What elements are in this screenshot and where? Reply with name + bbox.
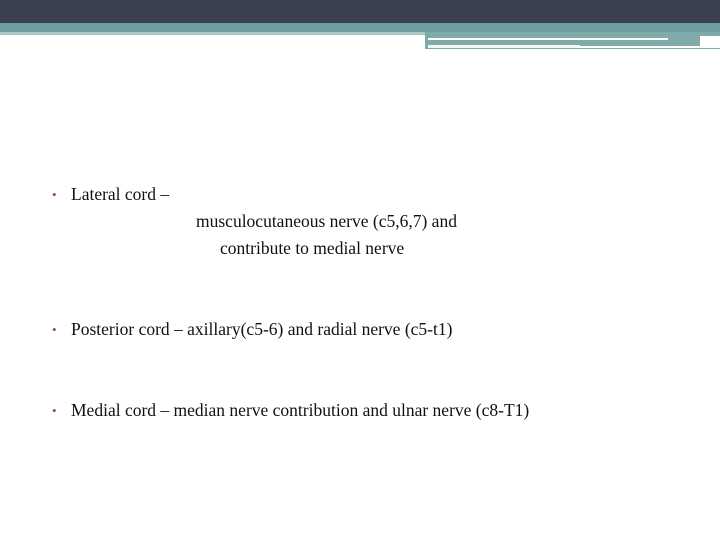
bullet-text: Medial cord – median nerve contribution and ulnar nerve (c8-T1) xyxy=(71,400,530,420)
bullet-item-lateral-cord xyxy=(52,181,457,262)
bullet-dot-icon: • xyxy=(52,187,57,202)
bullet-text: Posterior cord – axillary(c5-6) and radial nerve (c5-t1) xyxy=(71,319,453,339)
bullet-item-posterior-cord xyxy=(52,316,452,343)
header-band-light xyxy=(0,32,425,35)
bullet-text: Lateral cord – xyxy=(71,184,170,204)
header-band-dark xyxy=(0,0,720,23)
header-tab-stripe xyxy=(428,45,580,48)
header-tab-stripe xyxy=(700,36,720,46)
bullet-continuation: contribute to medial nerve xyxy=(220,238,405,258)
header-band-teal xyxy=(0,23,720,32)
bullet-continuation: musculocutaneous nerve (c5,6,7) and xyxy=(196,211,457,231)
header-tab-stripe xyxy=(428,38,668,40)
bullet-item-medial-cord xyxy=(52,397,529,424)
bullet-dot-icon: • xyxy=(52,403,57,418)
bullet-dot-icon: • xyxy=(52,322,57,337)
header-tab-stripe xyxy=(580,46,720,48)
